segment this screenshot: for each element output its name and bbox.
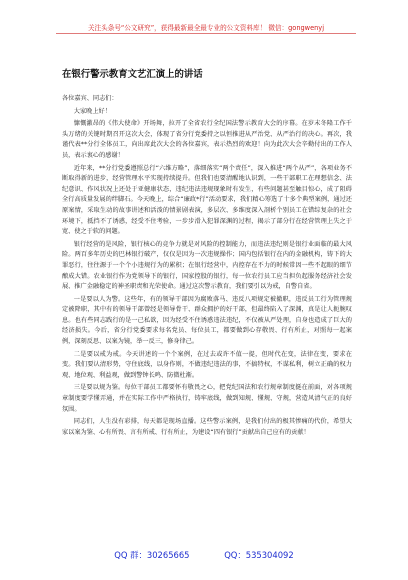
paragraph-5: 二是要以戒为戒。今天讲述的一个个案例，在过去或许不值一提，但时代在变，法律在变，要求在变。我们要认清形势，守住底线，以身作则，不做违纪违法的事，不搞特权，不谋私利，树立正确的权力观、地位观、利益观，做到警钟长鸣、防微杜渐。 <box>62 350 352 379</box>
paragraph-7: 同志们，人生没有彩排，每天都是现场直播。这些警示案例，是我们付出的极其惨痛的代价，希望大家以案为鉴、心有所畏、言有所戒、行有所止，为建设“四有银行”贡献出自己应有的贡献！ <box>62 418 352 436</box>
header-banner: 关注头条号“公文研究”，获得最新最全最专业的公文资料库！ 微信：gongwenyj <box>87 24 325 32</box>
footer-qq-group: QQ 群：30265665 <box>114 550 190 560</box>
paragraph-2: 近年来，**分行党委遵照总行“六维方略”，落细落实“两个责任”，深入推进“两个从严”，各项业务不断取得新的进步，经营管理水平实现持续提升。但我们也要清醒地认识到，一些干部职工在理想信念、法纪意识、作风状况上还处于亚健康状态，违纪违法违规现象时有发生，有些问题甚至触目惊心，成了阻碍全行高质量发展的绊脚石。今天晚上，综合“廉政*行”活动要求，我们精心筹选了十多个典型案例，通过还原案情，采取生动的故事讲述和活泼的情景剧表演，多层次、多维度深入剖析个别员工在错综复杂的社会环境下，抵挡不了诱惑，经受不住考验，一步步滑入犯罪深渊的过程，揭示了部分行在经营管理上失之于宽、使之于软的问题。 <box>62 164 352 236</box>
paragraph-6: 三是要以规为鉴。每位干部员工都要怀有敬畏之心，把党纪国法和农行规章制度挺在前面，对各项规章制度要学懂弄通，并在实际工作中严格执行，铸牢底线，做到知规、懂规、守规，营造风清气正的良好氛围。 <box>62 384 352 413</box>
footer-contact <box>0 549 408 561</box>
salutation: 各位嘉宾、同志们： <box>62 95 118 102</box>
footer-qq: QQ：535304092 <box>224 550 294 560</box>
paragraph-3: 银行经营的是风险，银行核心的竞争力就是对风险的控制能力，而违法违纪则是银行业面临的最大风险。两百多年历史的巴林银行破产，仅仅是因为一次违规操作；国内包括银行在内的金融机构，铸下的大罪恶行，往往源于一个个小违规行为的累积；在银行经营中，内控存在不力的时候常因一些不起眼的细节酿成大错。农业银行作为党领导下的银行，国家控股的银行，每一位农行员工应当担负起服务经济社会发展、推广金融稳定的神圣职责和光荣使命。通过这次警示教育，我们要引以为戒，自警自省。 <box>62 240 352 291</box>
greeting: 大家晚上好！ <box>73 107 111 115</box>
paragraph-1: 慷慨激昂的《伟大使命》开场舞，拉开了全省农行全纪国法警示教育大会的序幕。在岁末冬隆工作千头万绪的关键时期召开这次大会，体现了省分行党委持之以恒推进从严治党、从严治行的决心。再次，我谨代表**分行全体员工，向出席此次大会的各位嘉宾，表示热烈的欢迎！向为此次大会辛勤付出的工作人员，表示衷心的感谢！ <box>62 120 352 159</box>
paragraph-4: 一是要以人为警。这些年，有的领导干部因为腐败落马、违反八项规定被撤职，违反员工行为管理规定被降职，其中有的领导干部曾经是领导骨干、群众拥护的好干部，但最终陷入了深渊，真是让人扼腕叹息。也有些同志践行的是一己私欲，因为经受不住诱惑违法违纪，不仅被从严处理，自身也造成了巨大的经济损失。今后，省分行党委要求每名党员、每位员工，都要做到心存敬畏、行有所止，对照每一起案例，深刻反思、以案为镜，举一反三，修身律己。 <box>62 295 352 346</box>
document-body <box>62 94 352 440</box>
document-title: 在银行警示教育文艺汇演上的讲话 <box>62 69 203 80</box>
header-divider <box>56 33 356 34</box>
